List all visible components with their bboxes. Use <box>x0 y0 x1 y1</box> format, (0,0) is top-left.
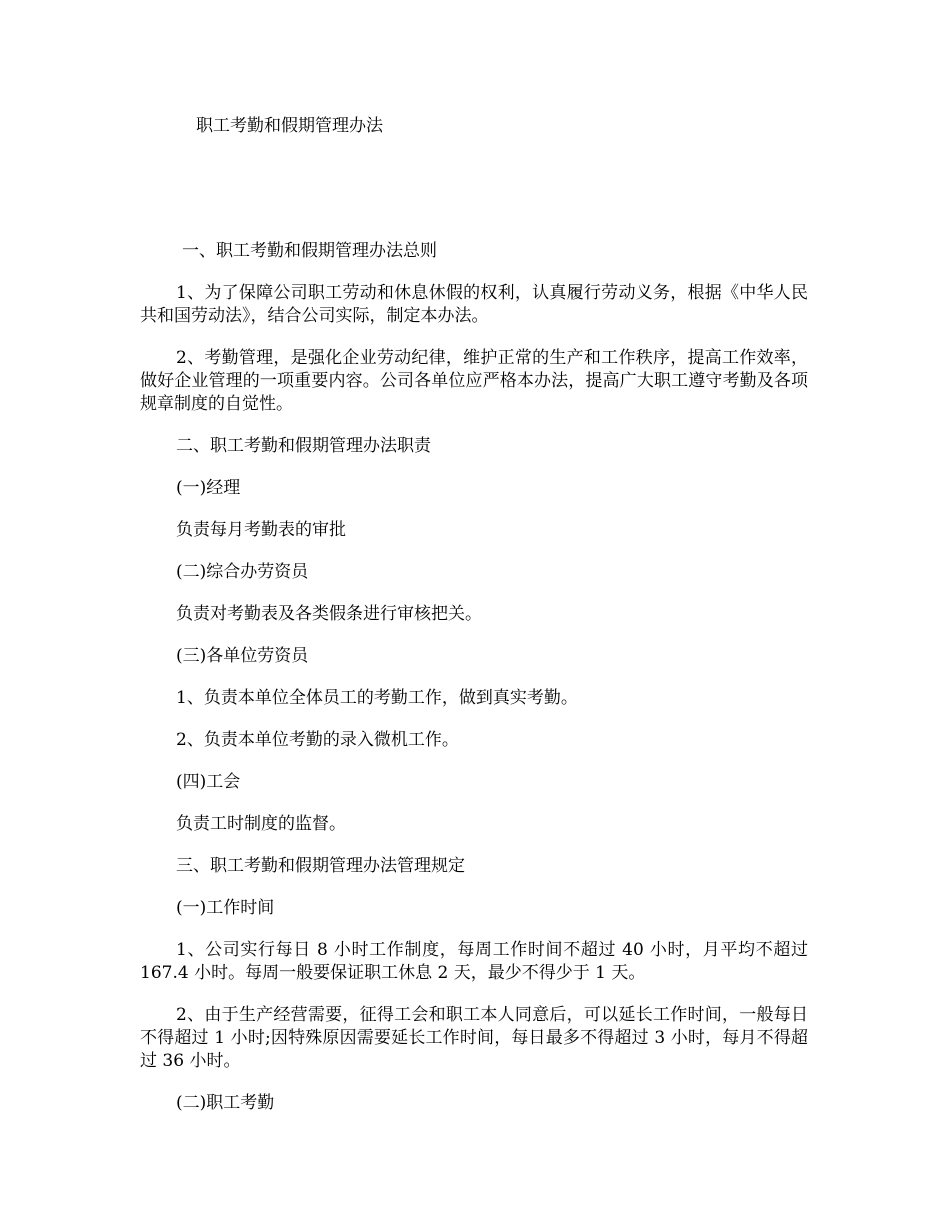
subsection-heading: (四)工会 <box>176 772 241 792</box>
paragraph: 负责工时制度的监督。 <box>176 814 346 834</box>
paragraph: 1、为了保障公司职工劳动和休息休假的权利，认真履行劳动义务，根据《中华人民共和国劳动法》，结合公司实际，制定本办法。 <box>140 283 808 326</box>
paragraph: 2、负责本单位考勤的录入微机工作。 <box>176 730 459 750</box>
paragraph: 2、由于生产经营需要，征得工会和职工本人同意后，可以延长工作时间，一般每日不得超过 1 小时;因特殊原因需要延长工作时间，每日最多不得超过 3 小时，每月不得超过 36 小时。 <box>140 1005 808 1071</box>
paragraph: 负责对考勤表及各类假条进行审核把关。 <box>176 604 482 624</box>
subsection-heading: (二)综合办劳资员 <box>176 562 309 582</box>
document-body <box>140 240 808 1134</box>
paragraph: 1、负责本单位全体员工的考勤工作，做到真实考勤。 <box>176 688 578 708</box>
section-heading: 二、职工考勤和假期管理办法职责 <box>176 436 431 456</box>
subsection-heading: (一)工作时间 <box>176 898 275 918</box>
subsection-heading: (一)经理 <box>176 478 241 498</box>
paragraph: 负责每月考勤表的审批 <box>176 520 346 540</box>
subsection-heading: (三)各单位劳资员 <box>176 646 309 666</box>
paragraph: 1、公司实行每日 8 小时工作制度，每周工作时间不超过 40 小时，月平均不超过 167.4 小时。每周一般要保证职工休息 2 天，最少不得少于 1 天。 <box>140 940 808 983</box>
paragraph: 2、考勤管理，是强化企业劳动纪律，维护正常的生产和工作秩序，提高工作效率，做好企业管理的一项重要内容。公司各单位应严格本办法，提高广大职工遵守考勤及各项规章制度的自觉性。 <box>140 348 808 414</box>
subsection-heading: (二)职工考勤 <box>176 1093 275 1113</box>
document-title: 职工考勤和假期管理办法 <box>196 116 383 136</box>
section-heading: 一、职工考勤和假期管理办法总则 <box>182 241 437 261</box>
section-heading: 三、职工考勤和假期管理办法管理规定 <box>176 856 465 876</box>
